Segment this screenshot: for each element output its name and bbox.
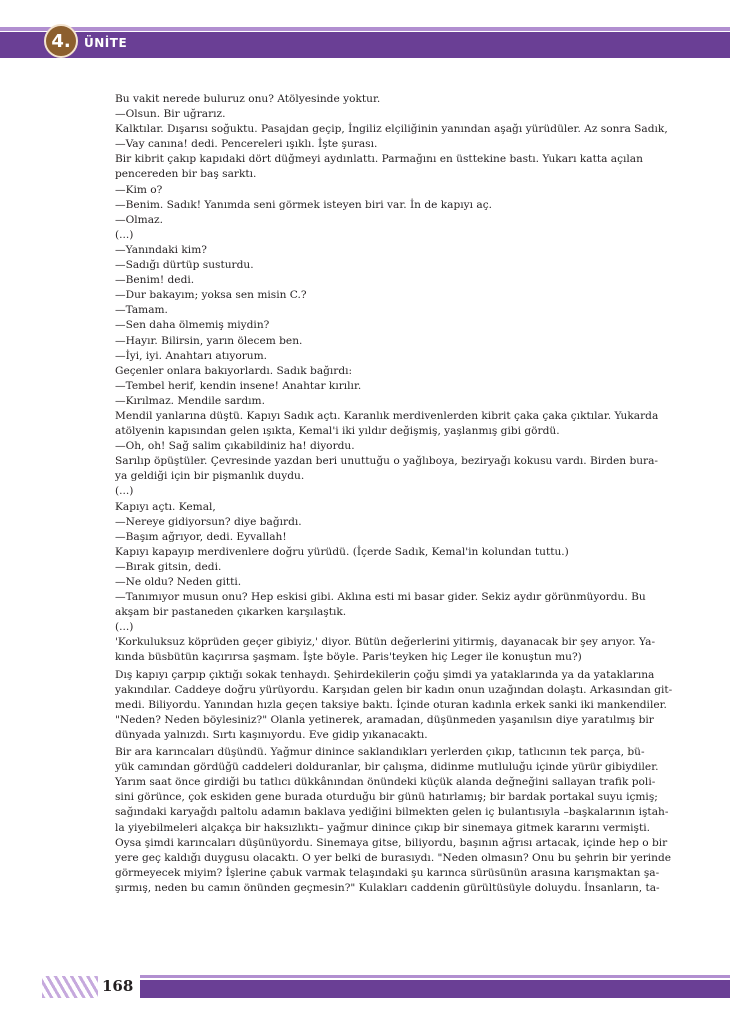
text-line: "Neden? Neden böylesiniz?" Olanla yetinerek, aramadan, düşünmeden yaşanılsın diye yaratılmış bir xyxy=(115,713,654,726)
unit-number-badge: 4. xyxy=(44,24,78,58)
text-line: —Ne oldu? Neden gitti. xyxy=(115,576,242,588)
text-line: —Benim. Sadık! Yanımda seni görmek isteyen biri var. İn de kapıyı aç. xyxy=(115,198,493,211)
text-line: (...) xyxy=(115,485,134,498)
text-line: —Oh, oh! Sağ salim çıkabildiniz ha! diyordu. xyxy=(115,440,355,453)
text-line: (...) xyxy=(115,228,134,241)
text-line: —Bırak gitsin, dedi. xyxy=(115,560,222,573)
text-line: —Tanımıyor musun onu? Hep eskisi gibi. Aklına esti mi basar gider. Sekiz aydır görünmüyordu. Bu xyxy=(115,591,646,604)
text-line: Dış kapıyı çarpıp çıktığı sokak tenhaydı. Şehirdekilerin çoğu şimdi ya yataklarında ya da yataklarına xyxy=(115,668,655,681)
text-line: yakındılar. Caddeye doğru yürüyordu. Karşıdan gelen bir kadın onun uzağından dolaştı. Arkasından git- xyxy=(115,683,673,696)
text-line: Bir kibrit çakıp kapıdaki dört düğmeyi aydınlattı. Parmağını en üsttekine bastı. Yukarı katta açılan xyxy=(115,153,643,166)
text-line: Mendil yanlarına düştü. Kapıyı Sadık açtı. Karanlık merdivenlerden kibrit çaka çaka çıktılar. Yukarda xyxy=(115,409,659,422)
text-line: —Sen daha ölmemiş miydin? xyxy=(115,319,270,332)
page-number: 168 xyxy=(102,977,134,995)
text-line: —Nereye gidiyorsun? diye bağırdı. xyxy=(115,515,302,528)
text-line: dünyada yalnızdı. Sırtı kaşınıyordu. Eve gidip yıkanacaktı. xyxy=(115,728,428,741)
text-line: —Dur bakayım; yoksa sen misin C.? xyxy=(115,289,307,302)
text-line: —Başım ağrıyor, dedi. Eyvallah! xyxy=(115,530,287,543)
text-line: —İyi, iyi. Anahtarı atıyorum. xyxy=(115,349,268,362)
text-line: Bir ara karıncaları düşündü. Yağmur dinince saklandıkları yerlerden çıkıp, tatlıcının tek parça, bü- xyxy=(115,746,645,759)
text-line: —Tamam. xyxy=(115,304,168,317)
header-accent-stripe xyxy=(0,27,730,31)
text-line: akşam bir pastaneden çıkarken karşılaştık. xyxy=(115,606,347,619)
text-line: —Tembel herif, kendin insene! Anahtar kırılır. xyxy=(115,379,362,392)
footer-band xyxy=(140,980,730,998)
body-text xyxy=(115,92,673,896)
text-line: (...) xyxy=(115,621,134,634)
text-line: —Sadığı dürtüp susturdu. xyxy=(115,259,254,272)
text-line: —Kırılmaz. Mendile sardım. xyxy=(115,394,265,407)
text-line: 'Korkuluksuz köprüden geçer gibiyiz,' diyor. Bütün değerlerini yitirmiş, dayanacak bir şey arıyor. Ya- xyxy=(115,636,656,649)
text-line: atölyenin kapısından gelen ışıkta, Kemal'i iki yıldır değişmiş, yaşlanmış gibi gördü. xyxy=(115,425,560,438)
text-line: yük camından gördüğü caddeleri dolduranlar, bir çalışma, didinme mutluluğu içinde yürür gibiydiler. xyxy=(115,761,659,774)
text-line: sağındaki karyağdı paltolu adamın baklava yediğini bilmekten gelen iç bulantısıyla –başkalarının iştah- xyxy=(115,806,669,819)
footer-accent-stripe xyxy=(140,975,730,978)
text-line: la yiyebilmeleri alçakça bir haksızlıktı– yağmur dinince çıkıp bir sinemaya gitmek kararını vermişti. xyxy=(115,821,650,834)
text-line: —Kim o? xyxy=(115,183,163,196)
text-line: —Benim! dedi. xyxy=(115,274,195,287)
text-line: Kalktılar. Dışarısı soğuktu. Pasajdan geçip, İngiliz elçiliğinin yanından aşağı yürüdüler. Az sonra Sadık, xyxy=(115,123,668,136)
text-line: kında büsbütün kaçırırsa şaşmam. İşte böyle. Paris'teyken hiç Leger ile konuştun mu?) xyxy=(115,651,582,664)
text-line: —Olsun. Bir uğrarız. xyxy=(115,108,226,121)
text-line: Geçenler onlara bakıyorlardı. Sadık bağırdı: xyxy=(115,364,353,377)
unit-label: ÜNİTE xyxy=(84,36,128,50)
text-line: Kapıyı kapayıp merdivenlere doğru yürüdü. (İçerde Sadık, Kemal'in kolundan tuttu.) xyxy=(115,545,569,558)
text-line: yere geç kaldığı duygusu olacaktı. O yer belki de burasıydı. "Neden olmasın? Onu bu şehrin bir yerinde xyxy=(115,851,672,864)
text-line: pencereden bir baş sarktı. xyxy=(115,168,257,181)
footer-decorative-stripes xyxy=(42,976,98,998)
text-line: Yarım saat önce girdiği bu tatlıcı dükkânından önündeki küçük alanda değneğini sallayan trafik poli- xyxy=(115,776,656,789)
text-line: —Olmaz. xyxy=(115,213,163,226)
text-line: Bu vakit nerede buluruz onu? Atölyesinde yoktur. xyxy=(115,93,381,105)
text-line: —Hayır. Bilirsin, yarın ölecem ben. xyxy=(115,334,303,347)
text-line: —Yanındaki kim? xyxy=(115,243,207,256)
text-line: —Vay canına! dedi. Pencereleri ışıklı. İşte şurası. xyxy=(115,138,378,151)
text-line: Sarılıp öpüştüler. Çevresinde yazdan beri unuttuğu o yağlıboya, beziryağı kokusu vardı. Birden bura- xyxy=(115,455,659,468)
text-line: Oysa şimdi karıncaları düşünüyordu. Sinemaya gitse, biliyordu, başının ağrısı artacak, içinde hep o bir xyxy=(115,836,668,849)
text-line: sini görünce, çok eskiden gene burada oturduğu bir günü hatırlamış; bir bardak portakal suyu içmiş; xyxy=(115,791,658,804)
text-line: şırmış, neden bu camın önünden geçmesin?" Kulakları caddenin gürültüsüyle doluydu. İnsanların, ta- xyxy=(115,881,660,894)
text-line: Kapıyı açtı. Kemal, xyxy=(115,500,216,513)
text-line: görmeyecek miyim? İşlerine çabuk varmak telaşındaki şu karınca sürüsünün arasına karışmaktan şa- xyxy=(115,866,660,879)
text-line: ya geldiği için bir pişmanlık duydu. xyxy=(115,470,305,483)
text-line: medi. Biliyordu. Yanından hızla geçen taksiye baktı. İçinde oturan kadınla erkek sanki iki mankendiler. xyxy=(115,698,667,711)
